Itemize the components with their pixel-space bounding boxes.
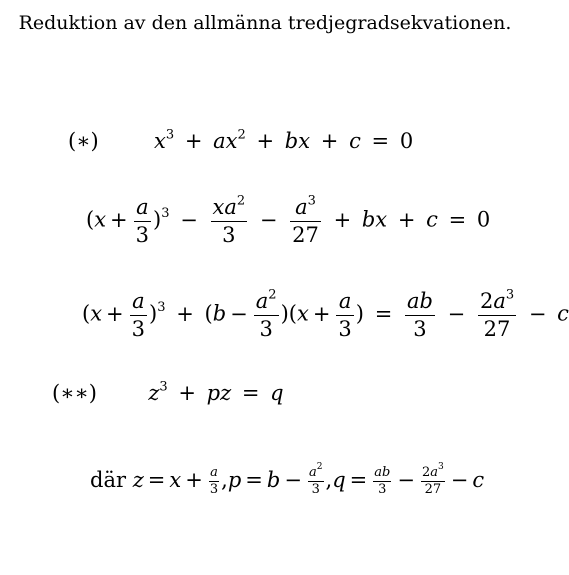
num-0: 0 [476, 207, 491, 232]
var-x: x [296, 301, 309, 326]
exp-3: 3 [505, 287, 515, 303]
equation-star: (∗) $x^3 + ax^2$ + bx + c = 0 [68, 127, 414, 153]
numerator: ab [373, 466, 391, 482]
var-b: b [266, 468, 281, 493]
var-z: z [148, 381, 160, 405]
var-p: p [227, 468, 242, 493]
var-q: q [332, 468, 346, 493]
fraction-a3-over-27 [290, 193, 321, 247]
fraction-a-over-3 [130, 290, 147, 340]
dar-word: där [90, 468, 127, 493]
var-x: x [94, 207, 107, 232]
num-0: 0 [399, 129, 414, 153]
exp-3: 3 [159, 379, 168, 395]
numerator: a [130, 290, 147, 316]
exp-3: 3 [157, 299, 166, 315]
numerator: a [308, 465, 317, 480]
fraction-a-over-3 [134, 196, 151, 246]
denominator: 3 [311, 482, 320, 498]
exp-2: 2 [236, 193, 246, 209]
exp-3: 3 [161, 205, 170, 221]
fraction-2a3-over-27: $\frac{2a^3}{27}$ [479, 287, 515, 341]
fraction-ab-over-3-small [373, 466, 391, 497]
fraction-ab-over-3 [405, 290, 435, 340]
var-c: c [557, 301, 569, 326]
denominator: 3 [135, 222, 150, 247]
fraction-xa2-over-3 [211, 193, 248, 247]
term-pz: pz [206, 381, 232, 405]
fraction-a-over-3-small [209, 466, 219, 497]
numerator: ab [405, 290, 435, 316]
var-x: x [154, 129, 166, 153]
numerator: xa [212, 195, 237, 219]
var-c: c [349, 129, 361, 153]
denominator: 3 [131, 316, 146, 341]
equation-2: (x + $\frac{a}{3}$ )$^3$ − $\frac{xa^2}{3}$ − $\frac{a^3}{27}$ + bx + c = 0 [86, 193, 491, 247]
exp-2: 2 [316, 462, 323, 473]
denominator: 27 [424, 482, 442, 498]
numerator: a [209, 466, 219, 482]
fraction-a2-over-3-small [308, 462, 324, 498]
numerator: a [493, 289, 506, 313]
numerator: a [134, 196, 151, 222]
substitution-line: där z = x + $\frac{a}{3}$ ,p = b − $\frac{a^2}{3}$ ,q = $\frac{ab}{3}$ − $\frac{2a^3}{27}$ − c [90, 462, 485, 498]
exp-3: 3 [165, 127, 175, 143]
term-bx: bx [284, 129, 311, 153]
numerator: a [295, 195, 308, 219]
denominator: 27 [292, 222, 319, 247]
var-b: b [212, 301, 227, 326]
equation-3: (x + $\frac{a}{3}$ )$^3$ + (b − $\frac{a^2}{3}$ )(x + $\frac{a}{3}$ ) = $\frac{ab}{3}$ − $\frac{2a^3}{27}$ − c [82, 287, 569, 341]
denominator: 3 [413, 316, 427, 341]
term-bx: bx [361, 207, 388, 232]
fraction-2a3-over-27-small: $\frac{2a^3}{27}$ [421, 462, 444, 498]
denominator: 3 [378, 482, 387, 498]
equation-label-star: (∗) [68, 129, 99, 153]
numerator: a [430, 465, 438, 480]
exp-2: 2 [237, 127, 246, 143]
var-x: x [90, 301, 103, 326]
document-title: Reduktion av den allmänna tredjegradsekvationen. [18, 12, 512, 34]
var-c: c [472, 468, 485, 493]
equation-double-star: (∗∗) $z^3$ + pz = q [52, 379, 284, 405]
exp-3: 3 [437, 462, 444, 473]
numerator: a [336, 290, 353, 316]
var-z: z [132, 468, 144, 493]
numerator: a [255, 289, 269, 313]
denominator: 3 [222, 222, 236, 247]
denominator: 3 [259, 316, 273, 341]
equation-label-double-star: (∗∗) [52, 381, 97, 405]
fraction-a-over-3 [336, 290, 353, 340]
denominator: 27 [483, 316, 511, 341]
var-q: q [270, 381, 284, 405]
var-x: x [169, 468, 182, 493]
denominator: 3 [209, 482, 219, 498]
exp-2: 2 [268, 287, 277, 303]
exp-3: 3 [307, 193, 316, 209]
fraction-a2-over-3 [254, 287, 279, 341]
var-c: c [426, 207, 438, 232]
term-ax: ax [213, 129, 238, 153]
denominator: 3 [338, 316, 352, 341]
